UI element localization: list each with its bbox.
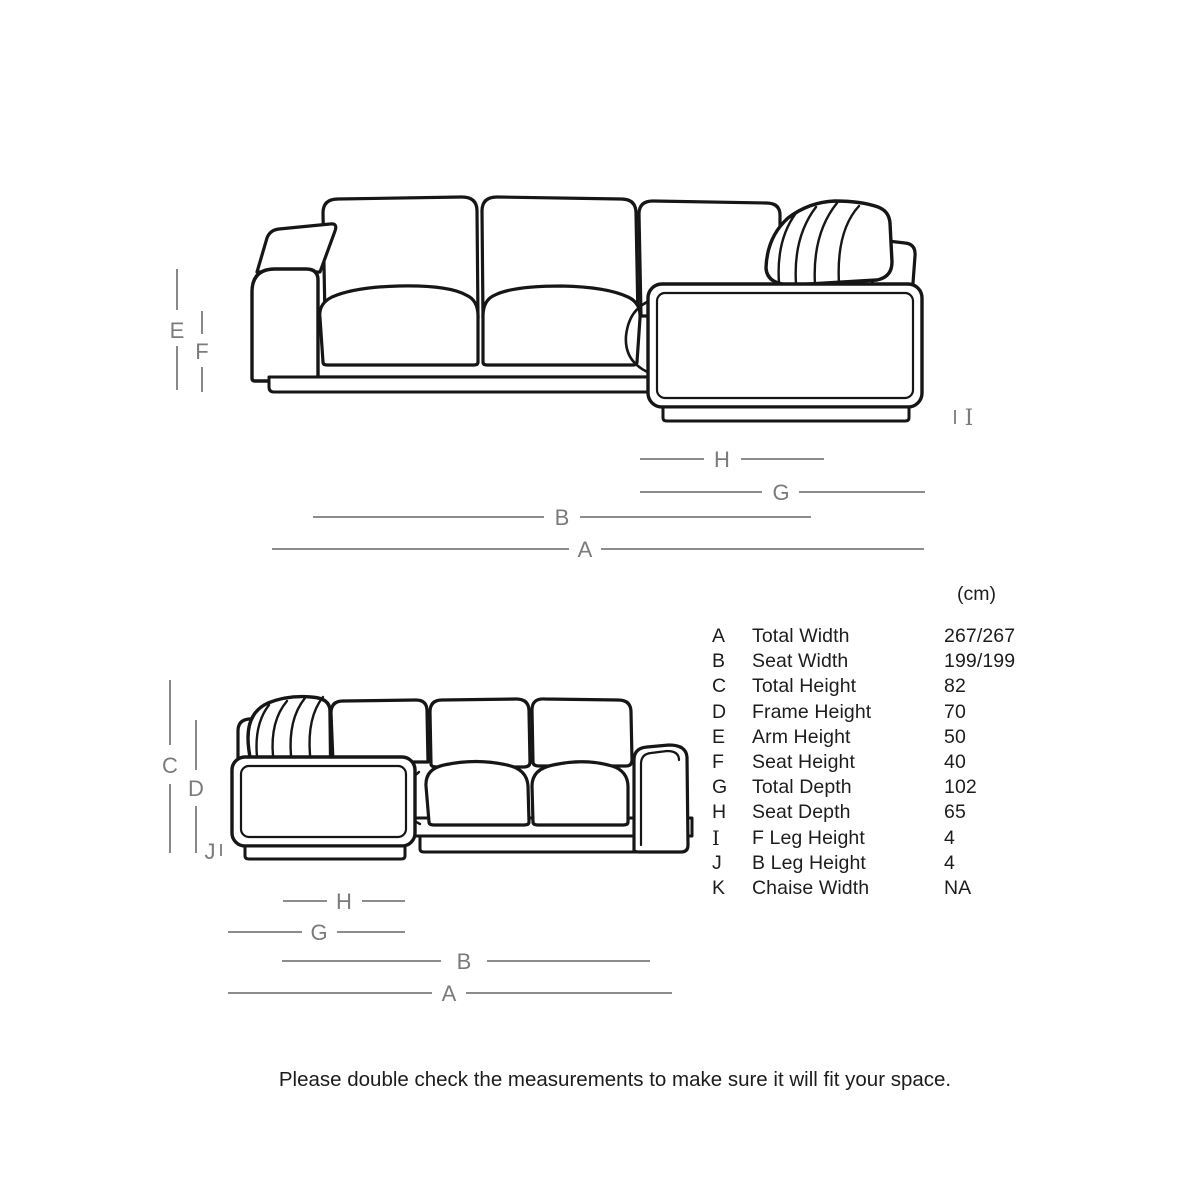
row-key: D — [712, 700, 727, 723]
row-key: H — [712, 801, 727, 824]
dim-label-h: H — [714, 447, 730, 472]
dim-label-b: B — [554, 505, 570, 530]
row-value: 40 — [944, 751, 966, 774]
bottom-seat-cushion-left — [426, 762, 529, 826]
row-label: Seat Width — [752, 650, 849, 673]
dim-label-b: B — [456, 949, 472, 974]
row-key: J — [712, 851, 722, 874]
dim-label-a: A — [577, 537, 593, 562]
dim-label-f: F — [195, 339, 209, 364]
row-label: Frame Height — [752, 700, 872, 723]
row-label: Seat Height — [752, 751, 855, 774]
row-key: A — [712, 625, 726, 647]
top-seat-cushion-right — [483, 286, 640, 365]
top-corner-plinth — [663, 407, 909, 421]
top-corner-panel-outer — [648, 284, 922, 407]
dim-label-j: J — [204, 839, 216, 864]
dim-label-c: C — [162, 753, 178, 778]
measurements-table — [712, 624, 1016, 901]
bottom-sofa-drawing — [232, 697, 692, 859]
row-label: Total Width — [752, 625, 850, 647]
bottom-seat-cushion-right — [532, 762, 628, 825]
row-value: 267/267 — [944, 625, 1016, 647]
row-label: B Leg Height — [752, 851, 866, 874]
row-key: K — [712, 877, 726, 900]
dim-label-a: A — [441, 981, 457, 1006]
top-left-arm-top-face — [257, 224, 336, 272]
row-label: Chaise Width — [752, 877, 870, 900]
row-key: C — [712, 675, 727, 698]
dim-label-h: H — [336, 889, 352, 914]
row-label: Total Depth — [752, 776, 852, 799]
bottom-back-cushion-right — [532, 699, 632, 766]
bottom-back-cushion-hidden — [331, 700, 428, 762]
row-key: B — [712, 650, 726, 673]
row-value: 65 — [944, 801, 966, 824]
row-value: 82 — [944, 675, 966, 698]
top-base-plinth — [269, 377, 648, 392]
top-sofa-drawing — [252, 197, 922, 421]
row-label: F Leg Height — [752, 826, 865, 849]
row-value: 4 — [944, 826, 955, 849]
row-label: Arm Height — [752, 725, 851, 748]
row-key: G — [712, 776, 728, 799]
bottom-corner-plinth — [245, 846, 405, 859]
unit-header: (cm) — [957, 583, 996, 605]
top-left-arm-front — [252, 269, 318, 381]
dim-label-e: E — [169, 318, 185, 343]
dim-label-g: G — [310, 920, 328, 945]
row-value: 199/199 — [944, 650, 1016, 673]
row-label: Seat Depth — [752, 801, 851, 824]
measurement-disclaimer: Please double check the measurements to make sure it will fit your space. — [278, 1068, 952, 1091]
row-value: 70 — [944, 700, 966, 723]
row-key: F — [712, 751, 725, 774]
bottom-back-cushion-mid — [430, 699, 530, 767]
row-value: 4 — [944, 851, 955, 874]
row-key: E — [712, 725, 726, 748]
row-label: Total Height — [752, 675, 857, 698]
row-value: NA — [944, 877, 972, 900]
bottom-corner-panel-outer — [232, 757, 415, 846]
row-key: I — [712, 826, 720, 850]
row-value: 50 — [944, 725, 966, 748]
dim-label-g: G — [772, 480, 790, 505]
dim-label-i: I — [964, 406, 974, 431]
dim-label-d: D — [188, 776, 204, 801]
row-value: 102 — [944, 776, 977, 799]
top-seat-cushion-left — [320, 286, 478, 365]
